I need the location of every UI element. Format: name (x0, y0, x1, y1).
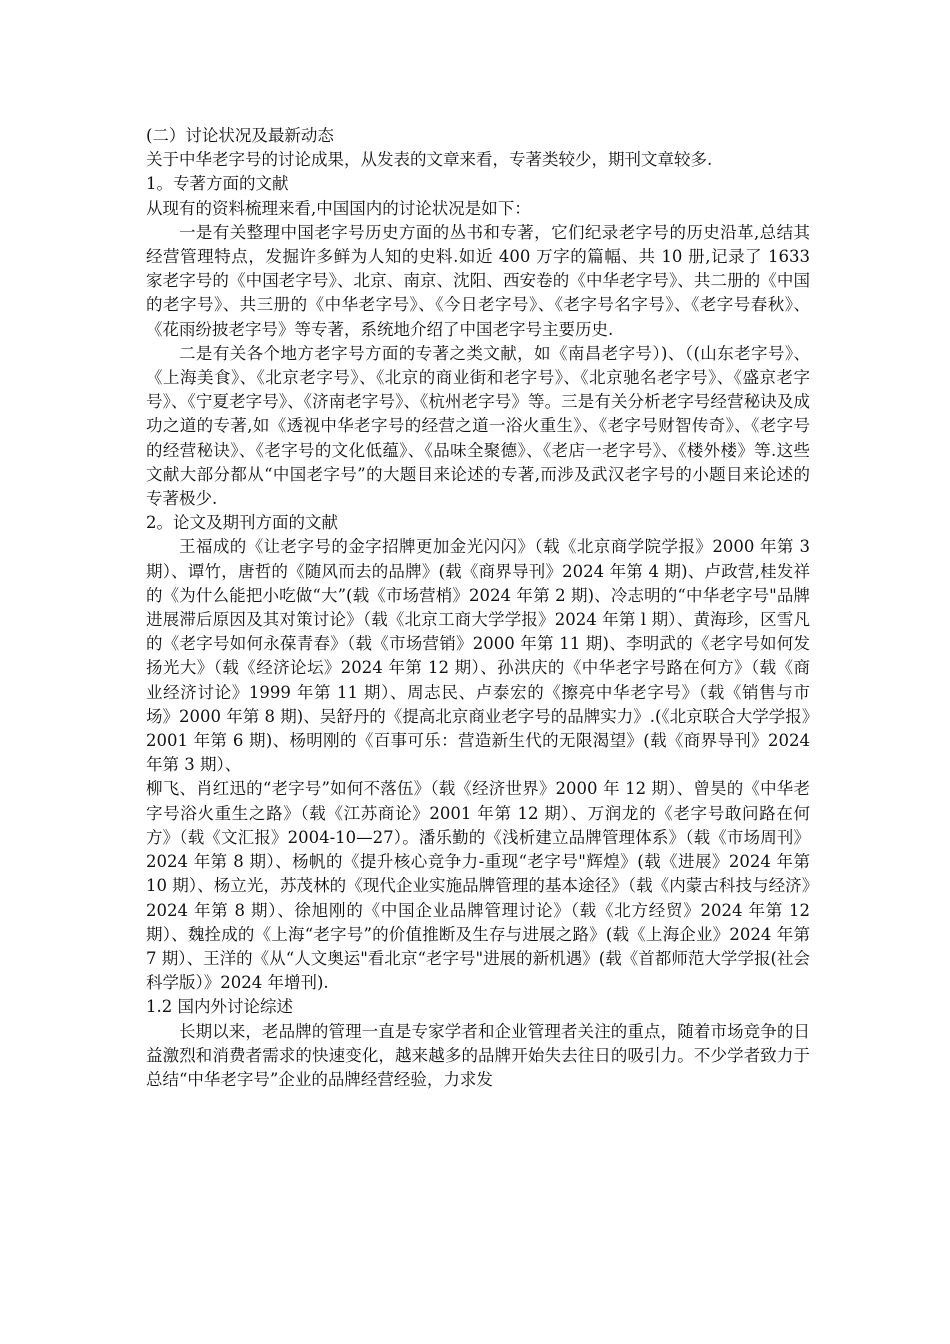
papers-paragraph-1: 王福成的《让老字号的金字招牌更加金光闪闪》（载《北京商学院学报》2000 年第 3 期）、谭竹，唐哲的《随风而去的品牌》(载《商界导刊》2024 年第 4 期)、卢政营,桂发祥的《为什么能把小吃做“大”(载《市场营梢》2024 年第 2 期)、冷志明的“中华老字号"品牌进展滞后原因及其对策讨论》（载《北京工商大学学报》2024 年第 l 期）、黄海珍，区雪凡的《老字号如何永葆青春》（载《市场营销》2000 年第 11 期)、李明武的《老字号如何发扬光大》（载《经济论坛》2024 年第 12 期）、孙洪庆的《中华老字号路在何方》（载《商业经济讨论》1999 年第 11 期）、周志民、卢泰宏的《擦亮中华老字号》（载《销售与市场》2000 年第 8 期)、吴舒丹的《提高北京商业老字号的品牌实力》.(《北京联合大学学报》2001 年第 6 期)、杨明刚的《百事可乐：营造新生代的无限渴望》(载《商界导刊》2024 年第 3 期）、 (146, 537, 810, 775)
monographs-paragraph-2: 二是有关各个地方老字号方面的专著之类文献，如《南昌老字号）)、（(山东老字号》、《上海美食》、《北京老字号》、《北京的商业街和老字号》、《北京驰名老字号》、《盛京老字号》、《宁夏老字号》、《济南老字号》、《杭州老字号》等。三是有关分析老字号经营秘诀及成功之道的专著,如《透视中华老字号的经营之道一浴火重生》、《老字号财智传奇》、《老字号的经营秘诀》、《老字号的文化低蕴》、《品味全聚德》、《老店一老字号》、《楼外楼》等.这些文献大部分都从“中国老字号”的大题目来论述的专著,而涉及武汉老字号的小题目来论述的专著极少. (146, 343, 810, 509)
review-paragraph-1: 长期以来，老品牌的管理一直是专家学者和企业管理者关注的重点，随着市场竞争的日益激烈和消费者需求的快速变化，越来越多的品牌开始失去往日的吸引力。不少学者致力于总结“中华老字号”企业的品牌经营经验，力求发 (146, 1021, 810, 1089)
monographs-intro: 从现有的资料梳理来看,中国国内的讨论状况是如下： (146, 198, 531, 218)
monographs-paragraph-1: 一是有关整理中国老字号历史方面的丛书和专著，它们纪录老字号的历史沿革,总结其经营管理特点，发掘许多鲜为人知的史料.如近 400 万字的篇幅、共 10 册,记录了 1633 家老字号的《中国老字号》、北京、南京、沈阳、西安卷的《中华老字号》、共二册的《中国的老字号》、共三册的《中华老字号》、《今日老字号》、《老字号名字号》、《老字号春秋》、《花雨纷披老字号》等专著，系统地介绍了中国老字号主要历史. (146, 222, 810, 339)
intro-paragraph: 关于中华老字号的讨论成果，从发表的文章来看，专著类较少，期刊文章较多. (146, 150, 713, 170)
document-body (146, 124, 810, 1092)
papers-paragraph-2: 柳飞、肖红迅的“老字号”如何不落伍》（载《经济世界》2000 年 12 期）、曾昊的《中华老字号浴火重生之路》（载《江苏商论》2001 年第 12 期）、万润龙的《老字号敢问路在何方》（载《文汇报》2004-10—27）。潘乐勤的《浅析建立品牌管理体系》（载《市场周刊》2024 年第 8 期）、杨帆的《提升核心竞争力-重现“老字号"辉煌》(载《进展》2024 年第 10 期）、杨立光，苏茂林的《现代企业实施品牌管理的基本途径》（载《内蒙古科技与经济》2024 年第 8 期）、徐旭刚的《中国企业品牌管理讨论》（载《北方经贸》2024 年第 12 期）、魏拴成的《上海“老字号”的价值推断及生存与进展之路》(载《上海企业》2024 年第 7 期）、王洋的《从“人文奥运"看北京“老字号"进展的新机遇》(载《首都师范大学学报(社会科学版）》2024 年增刊). (146, 779, 810, 993)
subsection-heading-papers: 2。论文及期刊方面的文献 (146, 513, 338, 533)
section-heading: (二）讨论状况及最新动态 (146, 126, 334, 145)
section-heading-review: 1.2 国内外讨论综述 (146, 997, 293, 1017)
subsection-heading-monographs: 1。专著方面的文献 (146, 174, 289, 194)
